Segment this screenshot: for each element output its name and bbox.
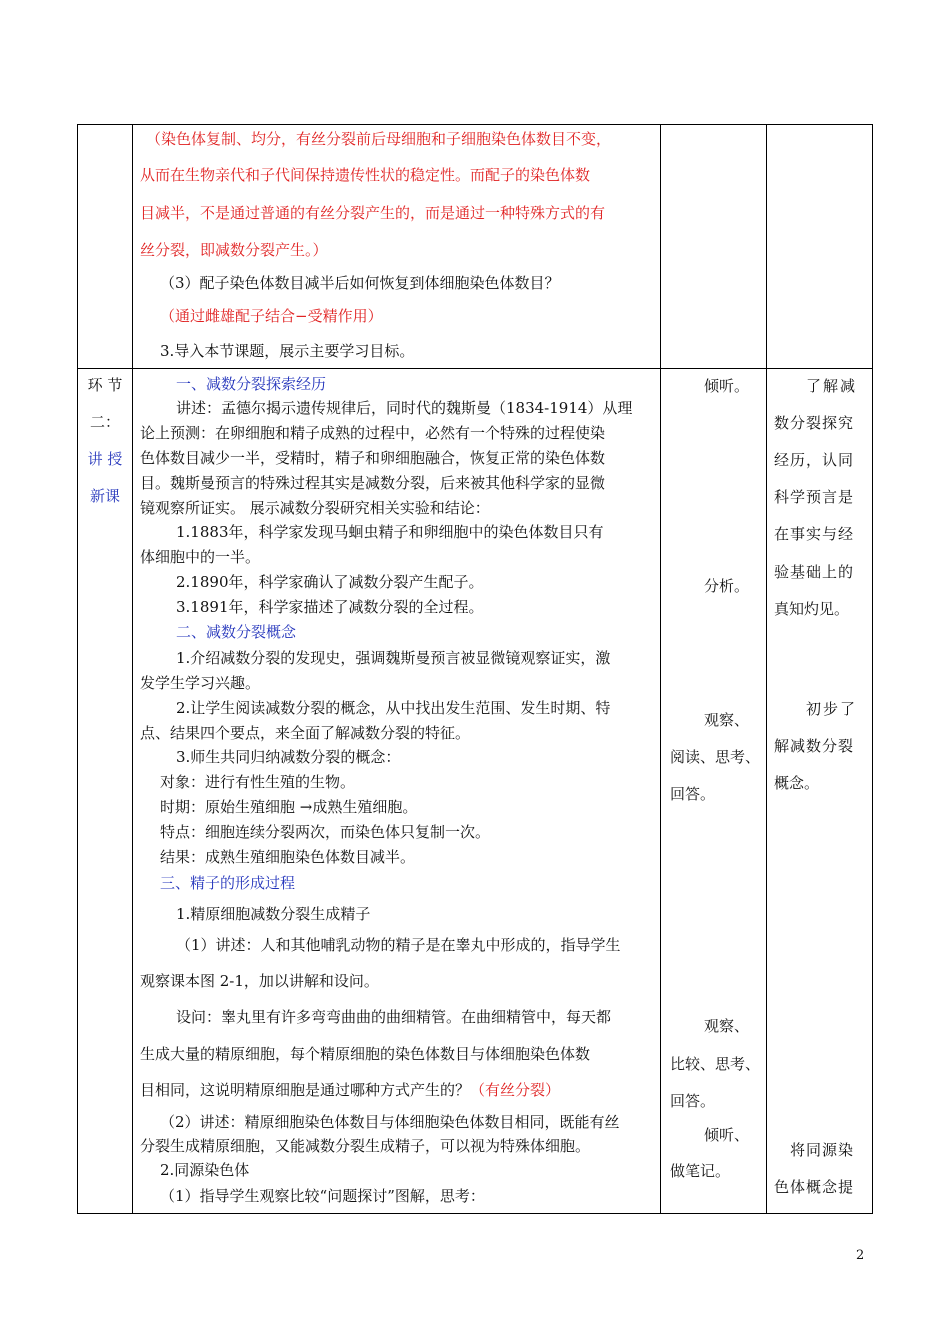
- paragraph-line: 讲述：孟德尔揭示遗传规律后，同时代的魏斯曼（1834-1914）从理: [176, 399, 633, 417]
- paragraph-line: （染色体复制、均分，有丝分裂前后母细胞和子细胞染色体数目不变，: [146, 130, 612, 148]
- activity-text: 做笔记。: [670, 1162, 731, 1180]
- question-text: 目相同，这说明精原细胞是通过哪种方式产生的？: [140, 1081, 471, 1099]
- column-divider-2: [660, 124, 661, 1214]
- activity-text: 回答。: [670, 1092, 716, 1110]
- paragraph-line: 2.让学生阅读减数分裂的概念，从中找出发生范围、发生时期、特: [176, 699, 611, 717]
- table-right-border: [872, 124, 873, 1214]
- intent-text: 了解减: [806, 377, 858, 395]
- intent-text: 概念。: [774, 774, 820, 792]
- intent-text: 在事实与经: [774, 525, 855, 543]
- section-heading: 一、减数分裂探索经历: [176, 375, 327, 393]
- paragraph-line: 发学生学习兴趣。: [140, 674, 261, 692]
- intent-text: 初步了: [806, 700, 858, 718]
- intent-text: 验基础上的: [774, 563, 855, 581]
- table-top-border: [77, 124, 873, 125]
- column-divider-1: [132, 124, 133, 1214]
- paragraph-line: 设问：睾丸里有许多弯弯曲曲的曲细精管。在曲细精管中，每天都: [176, 1008, 612, 1026]
- row-divider: [77, 368, 873, 369]
- paragraph-line: 1.介绍减数分裂的发现史，强调魏斯曼预言被显微镜观察证实，激: [176, 649, 611, 667]
- paragraph-line: 3.1891年，科学家描述了减数分裂的全过程。: [176, 598, 484, 616]
- activity-text: 观察、: [704, 711, 750, 729]
- stage-label: 二：: [89, 413, 120, 431]
- section-heading: 三、精子的形成过程: [160, 874, 296, 892]
- activity-text: 分析。: [704, 577, 750, 595]
- intent-text: 将同源染: [790, 1141, 855, 1159]
- paragraph-line: （2）讲述：精原细胞染色体数目与体细胞染色体数目相同，既能有丝: [160, 1113, 620, 1131]
- paragraph-line: 目减半，不是通过普通的有丝分裂产生的，而是通过一种特殊方式的有: [140, 204, 606, 222]
- paragraph-line: 3.导入本节课题，展示主要学习目标。: [160, 342, 415, 360]
- paragraph-line: （1）讲述：人和其他哺乳动物的精子是在睾丸中形成的，指导学生: [176, 936, 621, 954]
- activity-text: 阅读、思考、: [670, 748, 761, 766]
- paragraph-line: 1.精原细胞减数分裂生成精子: [176, 905, 371, 923]
- activity-text: 倾听。: [704, 377, 750, 395]
- paragraph-line: 对象：进行有性生殖的生物。: [160, 773, 356, 791]
- intent-text: 色体概念提: [774, 1178, 855, 1196]
- paragraph-line: 2.1890年，科学家确认了减数分裂产生配子。: [176, 573, 484, 591]
- paragraph-line: 3.师生共同归纳减数分裂的概念：: [176, 748, 401, 766]
- stage-label: 环 节: [87, 376, 123, 394]
- activity-text: 观察、: [704, 1017, 750, 1035]
- activity-text: 倾听、: [704, 1126, 750, 1144]
- intent-text: 真知灼见。: [774, 600, 850, 618]
- paragraph-line: 论上预测：在卵细胞和精子成熟的过程中，必然有一个特殊的过程使染: [140, 424, 606, 442]
- intent-text: 数分裂探究: [774, 414, 855, 432]
- paragraph-line: （通过雌雄配子结合−受精作用）: [160, 307, 383, 325]
- column-divider-3: [766, 124, 767, 1214]
- answer-text: （有丝分裂）: [470, 1081, 561, 1099]
- activity-text: 回答。: [670, 785, 716, 803]
- paragraph-line: 观察课本图 2-1，加以讲解和设问。: [140, 972, 379, 990]
- page-number: 2: [856, 1248, 865, 1263]
- stage-label: 讲 授: [87, 450, 123, 468]
- paragraph-line: 目。魏斯曼预言的特殊过程其实是减数分裂，后来被其他科学家的显微: [140, 474, 606, 492]
- paragraph-line: （1）指导学生观察比较“问题探讨”图解，思考：: [160, 1187, 485, 1205]
- stage-label: 新课: [89, 487, 120, 505]
- intent-text: 科学预言是: [774, 488, 855, 506]
- intent-text: 解减数分裂: [774, 737, 855, 755]
- section-heading: 二、减数分裂概念: [176, 623, 297, 641]
- paragraph-line: 生成大量的精原细胞，每个精原细胞的染色体数目与体细胞染色体数: [140, 1045, 591, 1063]
- paragraph-line: [140, 1080, 560, 1100]
- paragraph-line: 丝分裂，即减数分裂产生。）: [140, 241, 328, 259]
- paragraph-line: 镜观察所证实。 展示减数分裂研究相关实验和结论：: [140, 499, 490, 517]
- paragraph-line: 色体数目减少一半，受精时，精子和卵细胞融合，恢复正常的染色体数: [140, 449, 606, 467]
- paragraph-line: 体细胞中的一半。: [140, 548, 261, 566]
- paragraph-line: 分裂生成精原细胞，又能减数分裂生成精子，可以视为特殊体细胞。: [140, 1137, 591, 1155]
- paragraph-line: 2.同源染色体: [160, 1161, 250, 1179]
- paragraph-line: 特点：细胞连续分裂两次，而染色体只复制一次。: [160, 823, 491, 841]
- table-bottom-border: [77, 1213, 873, 1214]
- paragraph-line: 从而在生物亲代和子代间保持遗传性状的稳定性。而配子的染色体数: [140, 166, 591, 184]
- paragraph-line: 时期：原始生殖细胞 →成熟生殖细胞。: [160, 798, 418, 816]
- paragraph-line: 点、结果四个要点，来全面了解减数分裂的特征。: [140, 724, 471, 742]
- table-left-border: [77, 124, 78, 1214]
- paragraph-line: 1.1883年，科学家发现马蛔虫精子和卵细胞中的染色体数目只有: [176, 523, 604, 541]
- intent-text: 经历，认同: [774, 451, 855, 469]
- activity-text: 比较、思考、: [670, 1055, 761, 1073]
- paragraph-line: 结果：成熟生殖细胞染色体数目减半。: [160, 848, 416, 866]
- paragraph-line: （3）配子染色体数目减半后如何恢复到体细胞染色体数目？: [160, 274, 560, 292]
